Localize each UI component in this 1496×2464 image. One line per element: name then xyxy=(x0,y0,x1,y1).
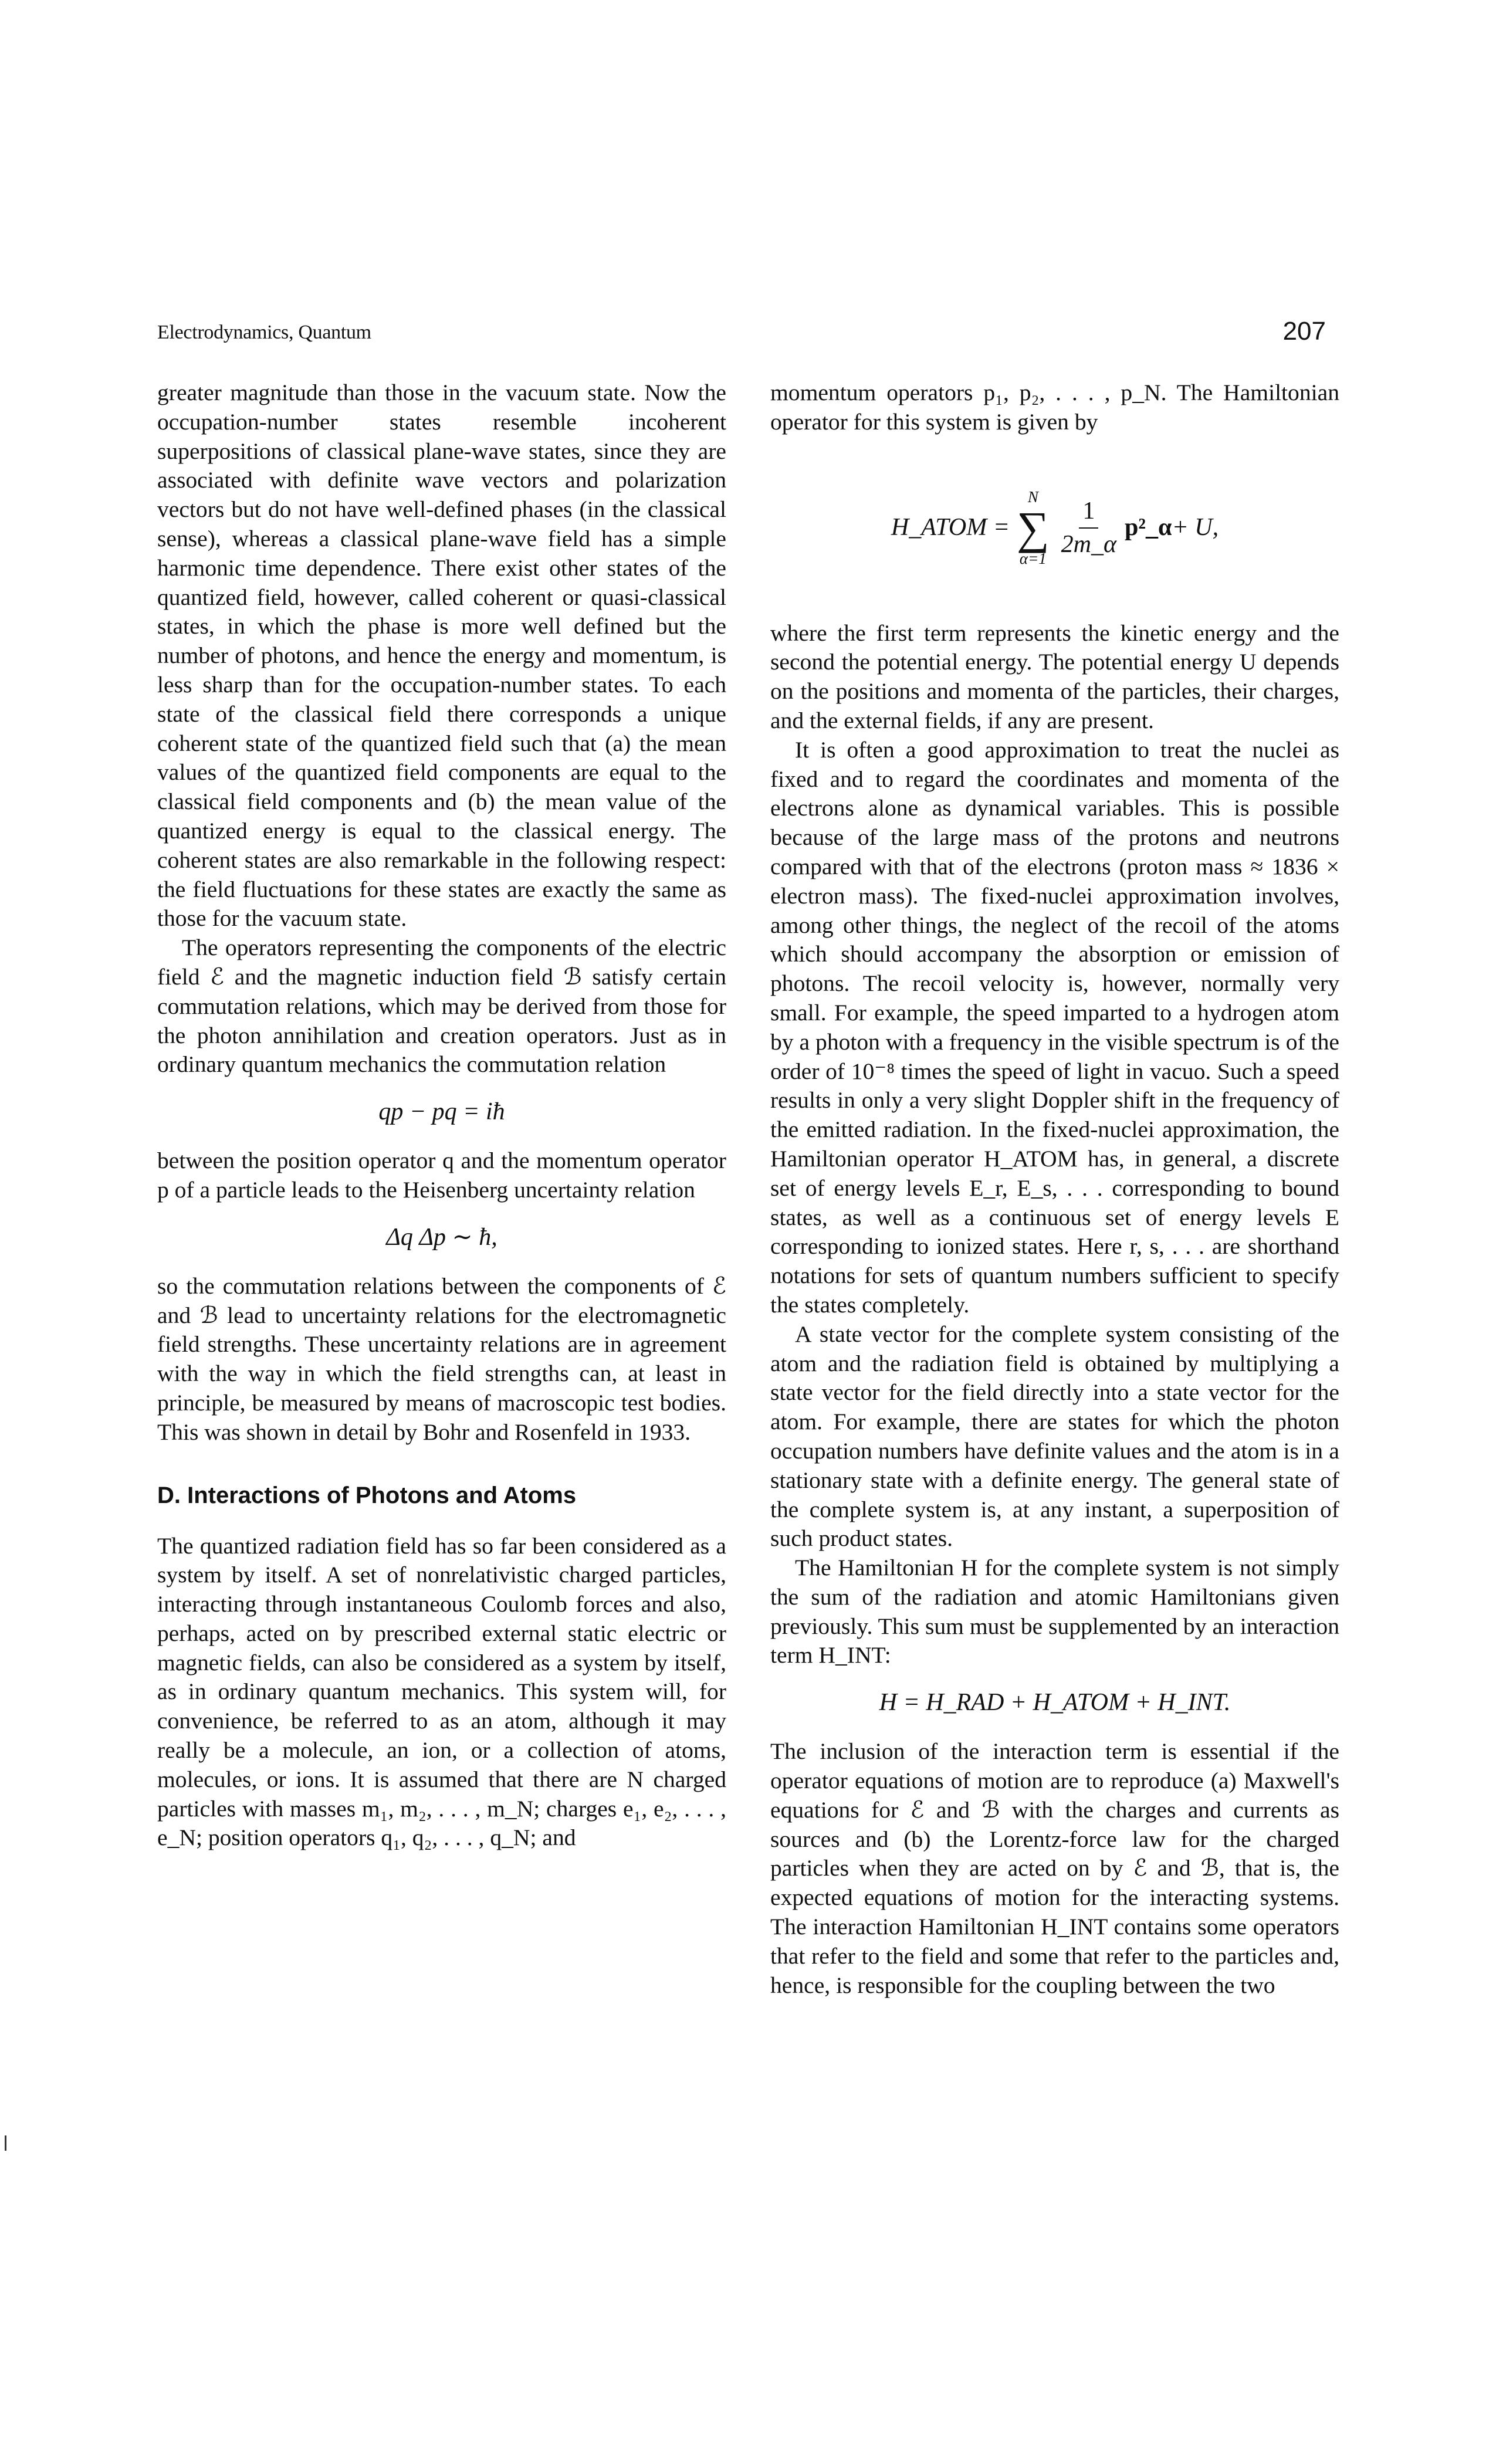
equation-total-hamiltonian: H = H_RAD + H_ATOM + H_INT. xyxy=(879,1689,1231,1717)
momentum-term: p²_α xyxy=(1125,513,1172,541)
equation-hamiltonian-atom xyxy=(770,455,1339,601)
summation xyxy=(1017,489,1050,567)
equation-lhs: H_ATOM = xyxy=(891,513,1010,541)
paragraph: The inclusion of the interaction term is essential if the operator equations of motion are to reproduce (a) Maxwell's equations for ℰ and ℬ with the charges and currents as sources and (b) the Lorentz-force law for the charged particles when they are acted on by ℰ and ℬ, that is, the expected equations of motion for the interacting systems. The interaction Hamiltonian H_INT contains some operators that refer to the field and some that refer to the particles and, hence, is responsible for the coupling between the two xyxy=(770,1738,1339,1998)
paragraph: The operators representing the components of the electric field ℰ and the magnetic induction field ℬ satisfy certain commutation relations, which may be derived from those for the photon annihilation and creation operators. Just as in ordinary quantum mechanics the commutation relation xyxy=(157,935,726,1078)
paragraph: The Hamiltonian H for the complete system is not simply the sum of the radiation and atomic Hamiltonians given previously. This sum must be supplemented by an interaction term H_INT: xyxy=(770,1555,1339,1668)
equation-rhs: + U, xyxy=(1172,513,1219,541)
sum-symbol: ∑ xyxy=(1017,502,1050,553)
paragraph: momentum operators p₁, p₂, . . . , p_N. The Hamiltonian operator for this system is given by xyxy=(770,380,1339,435)
paragraph: where the first term represents the kinetic energy and the second the potential energy. The potential energy U depends on the positions and momenta of the particles, their charges, and the external fields, if any are present. xyxy=(770,620,1339,733)
paragraph: A state vector for the complete system consisting of the atom and the radiation field is obtained by multiplying a state vector for the field directly into a state vector for the atom. For example, there are states for which the photon occupation numbers have definite values and the atom is in a stationary state with a definite energy. The general state of the complete system is, at any instant, a superposition of such product states. xyxy=(770,1321,1339,1552)
running-head: Electrodynamics, Quantum xyxy=(157,321,371,343)
paragraph: so the commutation relations between the components of ℰ and ℬ lead to uncertainty relations for the electromagnetic field strengths. These uncertainty relations are in agreement with the way in which the field strengths can, at least in principle, be measured by means of macroscopic test bodies. This was shown in detail by Bohr and Rosenfeld in 1933. xyxy=(157,1272,726,1445)
paragraph: between the position operator q and the momentum operator p of a particle leads to the Heisenberg uncertainty relation xyxy=(157,1148,726,1203)
left-column xyxy=(157,378,726,1853)
right-column xyxy=(770,378,1339,2000)
equation-commutation: qp − pq = iħ xyxy=(378,1098,505,1126)
paragraph: greater magnitude than those in the vacuum state. Now the occupation-number states resemble incoherent superpositions of classical plane-wave states, since they are associated with definite wave vectors and polarization vectors but do not have well-defined phases (in the classical sense), whereas a classical plane-wave field has a simple harmonic time dependence. There exist other states of the quantized field, however, called coherent or quasi-classical states, in which the phase is more well defined but the number of photons, and hence the energy and momentum, is less sharp than for the occupation-number states. To each state of the classical field there corresponds a unique coherent state of the quantized field such that (a) the mean values of the quantized field components are equal to the classical field components and (b) the mean value of the quantized energy is equal to the classical energy. The coherent states are also remarkable in the following respect: the field fluctuations for these states are exactly the same as those for the vacuum state. xyxy=(157,380,726,932)
equation-uncertainty: Δq Δp ∼ ħ, xyxy=(386,1223,497,1251)
section-heading: D. Interactions of Photons and Atoms xyxy=(157,1482,577,1508)
paragraph: The quantized radiation field has so far been considered as a system by itself. A set of nonrelativistic charged particles, interacting through instantaneous Coulomb forces and also, perhaps, acted on by prescribed external static electric or magnetic fields, can also be considered as a system by itself, as in ordinary quantum mechanics. This system will, for convenience, be referred to as an atom, although it may really be a molecule, an ion, or a collection of atoms, molecules, or ions. It is assumed that there are N charged particles with masses m₁, m₂, . . . , m_N; charges e₁, e₂, . . . , e_N; position operators q₁, q₂, . . . , q_N; and xyxy=(157,1532,726,1851)
sum-upper-limit: N xyxy=(1027,488,1038,506)
margin-mark xyxy=(5,2135,6,2151)
fraction xyxy=(1061,497,1116,557)
paragraph: It is often a good approximation to treat the nuclei as fixed and to regard the coordinates and momenta of the electrons alone as dynamical variables. This is possible because of the large mass of the protons and neutrons compared with that of the electrons (proton mass ≈ 1836 × electron mass). The fixed-nuclei approximation involves, among other things, the neglect of the recoil of the atoms which should accompany the absorption or emission of photons. The recoil velocity is, however, normally very small. For example, the speed imparted to a hydrogen atom by a photon with a frequency in the visible spectrum is of the order of 10⁻⁸ times the speed of light in vacuo. Such a speed results in only a very slight Doppler shift in the frequency of the emitted radiation. In the fixed-nuclei approximation, the Hamiltonian operator H_ATOM has, in general, a discrete set of energy levels E_r, E_s, . . . corresponding to bound states, as well as a continuous set of energy levels E corresponding to ionized states. Here r, s, . . . are shorthand notations for sets of quantum numbers sufficient to specify the states completely. xyxy=(770,736,1339,1318)
page-number: 207 xyxy=(1282,317,1326,346)
fraction-denominator: 2m_α xyxy=(1061,530,1117,558)
sum-lower-limit: α=1 xyxy=(1019,549,1047,567)
fraction-numerator: 1 xyxy=(1079,497,1098,528)
